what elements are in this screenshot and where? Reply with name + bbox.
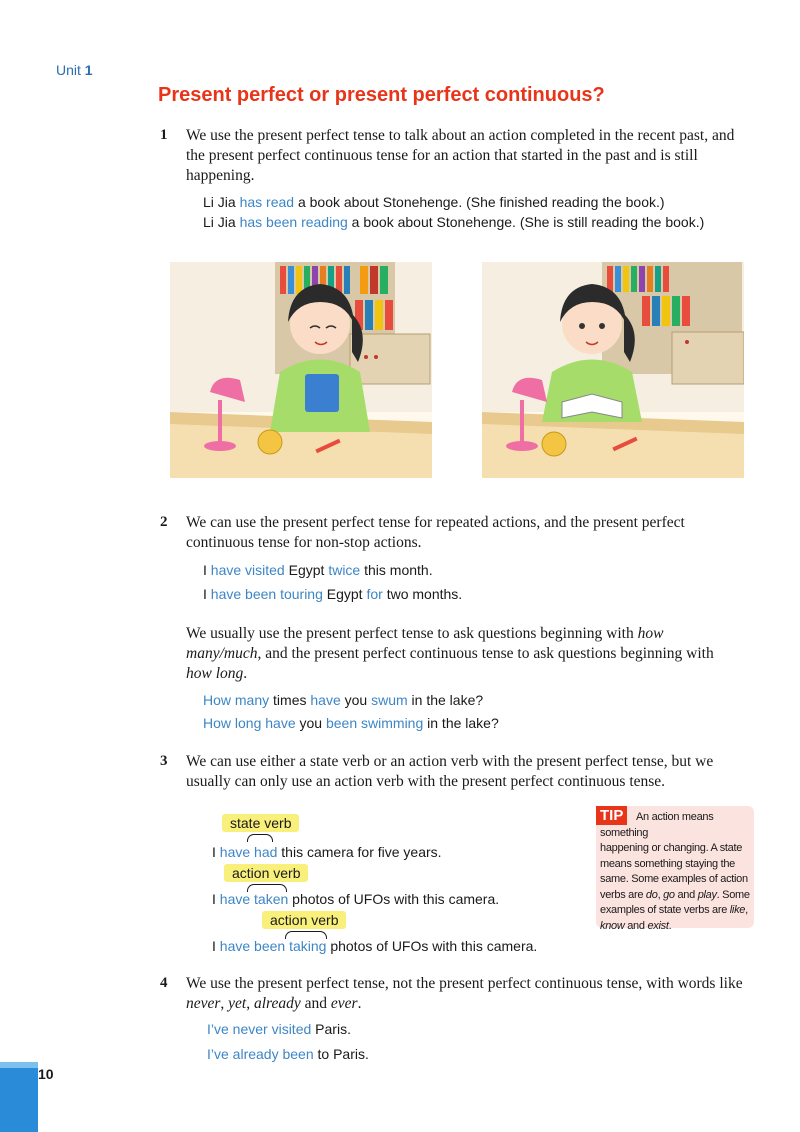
page-number: 10 — [38, 1066, 54, 1082]
section-1-text: We use the present perfect tense to talk about an action completed in the recent past, and the present perfect continuous tense for an action that started in the past and is still happening. — [186, 127, 735, 184]
section-4-example-1: I’ve never visited Paris. — [207, 1021, 351, 1037]
action-verb-label-2: action verb — [262, 911, 346, 929]
section-number-2: 2 — [160, 514, 168, 530]
page-title: Present perfect or present perfect continuous? — [158, 84, 605, 106]
tip-badge: TIP — [596, 806, 627, 825]
section-4-text: We use the present perfect tense, not the present perfect continuous tense, with words like never, yet, already and ever. — [186, 975, 743, 1012]
section-3-text: We can use either a state verb or an action verb with the present perfect tense, but we usually can only use an action verb with the present perfect continuous tense. — [186, 753, 714, 790]
illustration-girl-finished-book — [170, 262, 432, 478]
section-2-question-2: How long have you been swimming in the lake? — [203, 715, 499, 731]
section-1-example-1: Li Jia has read a book about Stonehenge. (She finished reading the book.) — [203, 194, 665, 210]
section-2-text: We can use the present perfect tense for repeated actions, and the present perfect continuous tense for non-stop actions. — [186, 514, 685, 551]
section-3-example-3: I have been taking photos of UFOs with this camera. — [212, 938, 538, 954]
unit-number: 1 — [84, 62, 93, 78]
section-2-example-1: I have visited Egypt twice this month. — [203, 562, 433, 578]
section-2-text-2: We usually use the present perfect tense to ask questions beginning with how many/much, and the present perfect continuous tense to ask questions beginning with how long. — [186, 625, 714, 682]
illustration-girl-reading-book — [482, 262, 744, 478]
action-verb-label-1: action verb — [224, 864, 308, 882]
state-verb-label: state verb — [222, 814, 299, 832]
section-2-question-1: How many times have you swum in the lake? — [203, 692, 484, 708]
page-corner-tab — [0, 1062, 38, 1132]
unit-word: Unit — [56, 62, 81, 78]
section-3-example-1: I have had this camera for five years. — [212, 844, 442, 860]
section-number-4: 4 — [160, 975, 168, 991]
section-number-3: 3 — [160, 753, 168, 769]
tip-text: An action means something happening or changing. A state means something staying the same. Some examples of action verbs are do, go and play. Some examples of state verbs are like, know and exist. — [600, 811, 750, 932]
section-2-example-2: I have been touring Egypt for two months. — [203, 586, 463, 602]
section-number-1: 1 — [160, 127, 168, 143]
section-3-example-2: I have taken photos of UFOs with this camera. — [212, 891, 500, 907]
unit-label — [56, 62, 93, 78]
page-corner-tab-highlight — [0, 1062, 38, 1068]
section-4-example-2: I’ve already been to Paris. — [207, 1046, 369, 1062]
section-1-example-2: Li Jia has been reading a book about Stonehenge. (She is still reading the book.) — [203, 214, 705, 230]
